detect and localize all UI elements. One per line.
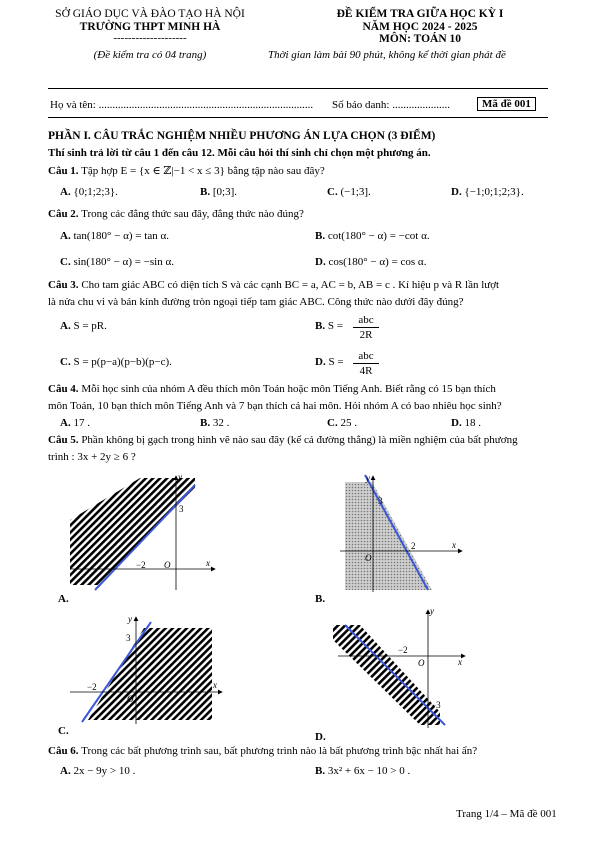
q2-text: Trong các đẳng thức sau đây, đẳng thức nào đúng? <box>81 208 304 220</box>
q3-d-lhs: S = <box>328 356 344 368</box>
q6-text: Trong các bất phương trình sau, bất phương trình nào là bất phương trình bậc nhất hai ẩn? <box>81 745 478 757</box>
figure-d-label: D. <box>315 731 326 743</box>
opt-c-label: C. <box>327 186 338 198</box>
q3-text2: là nửa chu vi và bán kính đường tròn ngoại tiếp tam giác ABC. Công thức nào dưới đây đúng? <box>48 296 464 308</box>
opt-a-label: A. <box>60 230 71 242</box>
subject: MÔN: TOÁN 10 <box>379 33 461 45</box>
id-field: Số báo danh: ..................... <box>332 99 450 111</box>
figure-b-tick-3: 3 <box>378 496 383 506</box>
q5-text1: Phần không bị gạch trong hình vẽ nào sau đây (kể cả đường thẳng) là miền nghiệm của bất phương <box>81 434 518 446</box>
figure-b-label: B. <box>315 593 326 605</box>
opt-b-label: B. <box>200 417 211 429</box>
part1-title: PHẦN I. CÂU TRẮC NGHIỆM NHIỀU PHƯƠNG ÁN LỰA CHỌN (3 ĐIỂM) <box>48 130 436 142</box>
q3-d-den: 4R <box>359 365 373 377</box>
q2-label: Câu 2. <box>48 208 79 220</box>
pages-note: (Đề kiểm tra có 04 trang) <box>93 49 207 61</box>
figure-d <box>333 606 465 728</box>
figure-d-x-label: x <box>458 657 462 667</box>
opt-a-label: A. <box>60 417 71 429</box>
q6-a: 2x − 9y > 10 . <box>73 765 136 777</box>
opt-b-label: B. <box>200 186 211 198</box>
q3-b-num: abc <box>353 314 379 328</box>
school-name: TRƯỜNG THPT MINH HÀ <box>79 21 221 33</box>
q4-text1: Mỗi học sinh của nhóm A đều thích môn Toán hoặc môn Tiếng Anh. Biết rằng có 15 bạn thích <box>81 383 496 395</box>
opt-c-label: C. <box>60 356 71 368</box>
q4-a: 17 . <box>73 417 90 429</box>
figure-c-tick-3: 3 <box>126 633 131 643</box>
figure-c-label: C. <box>58 725 69 737</box>
q3-a: S = pR. <box>73 320 107 332</box>
q4-d: 18 . <box>464 417 481 429</box>
q4-text2: môn Toán, 10 bạn thích môn Tiếng Anh và 7 bạn thích cả hai môn. Hỏi nhóm A có bao nhiêu học sinh? <box>48 400 502 412</box>
figure-a-y-label: y <box>178 472 182 482</box>
figure-d-origin: O <box>418 658 425 668</box>
figure-c <box>70 614 222 724</box>
dept-name: SỞ GIÁO DỤC VÀ ĐÀO TẠO HÀ NỘI <box>55 8 245 20</box>
q2-a: tan(180° − α) = tan α. <box>73 230 169 242</box>
figure-b-tick-2: 2 <box>411 541 416 551</box>
exam-code-box: Mã đề 001 <box>477 97 536 111</box>
q4-label: Câu 4. <box>48 383 79 395</box>
figure-d-y-label: y <box>430 606 434 616</box>
page-footer: Trang 1/4 – Mã đề 001 <box>456 808 557 820</box>
q1-c: (−1;3]. <box>340 186 371 198</box>
opt-d-label: D. <box>315 256 326 268</box>
time-note: Thời gian làm bài 90 phút, không kể thời gian phát đề <box>268 49 506 61</box>
opt-d-label: D. <box>451 417 462 429</box>
figure-b-y-label: y <box>366 473 370 483</box>
name-field: Họ và tên: .............................................................................. <box>50 99 314 111</box>
opt-c-label: C. <box>60 256 71 268</box>
figure-d-tick-neg3: −3 <box>431 700 441 710</box>
figure-d-tick-neg2: −2 <box>398 645 408 655</box>
opt-b-label: B. <box>315 765 326 777</box>
figure-c-origin: O <box>127 694 134 704</box>
q1-a: {0;1;2;3}. <box>73 186 118 198</box>
figure-a-x-label: x <box>206 558 210 568</box>
q6 <box>48 745 477 757</box>
q2-c: sin(180° − α) = −sin α. <box>73 256 174 268</box>
figure-b-x-label: x <box>452 540 456 550</box>
opt-b-label: B. <box>315 320 326 332</box>
q3-b-den: 2R <box>359 329 373 341</box>
opt-c-label: C. <box>327 417 338 429</box>
q6-b: 3x² + 6x − 10 > 0 . <box>327 765 411 777</box>
figure-b <box>340 473 462 592</box>
q4-b: 32 . <box>212 417 230 429</box>
q1-d: {−1;0;1;2;3}. <box>464 186 524 198</box>
q3-c: S = p(p−a)(p−b)(p−c). <box>73 356 172 368</box>
opt-d-label: D. <box>315 356 326 368</box>
figure-c-y-label: y <box>128 614 132 624</box>
q1-b: [0;3]. <box>212 186 237 198</box>
opt-a-label: A. <box>60 186 71 198</box>
q3-b-lhs: S = <box>327 320 343 332</box>
figure-b-origin: O <box>365 553 372 563</box>
q1-label: Câu 1. <box>48 165 79 177</box>
q5-label: Câu 5. <box>48 434 79 446</box>
figure-c-hatched-region <box>88 628 212 720</box>
q3-label: Câu 3. <box>48 279 79 291</box>
q6-opt-b <box>315 765 410 777</box>
q2-d: cos(180° − α) = cos α. <box>328 256 427 268</box>
figure-a-tick-neg2: −2 <box>136 560 146 570</box>
opt-a-label: A. <box>60 765 71 777</box>
opt-a-label: A. <box>60 320 71 332</box>
figure-a-tick-3: 3 <box>179 504 184 514</box>
opt-d-label: D. <box>451 186 462 198</box>
figure-d-hatched-region <box>333 625 440 725</box>
q3-d-num: abc <box>353 350 379 364</box>
figure-c-tick-neg2: −2 <box>87 682 97 692</box>
q4-c: 25 . <box>340 417 357 429</box>
dashes: -------------------- <box>113 32 187 44</box>
q3-text1: Cho tam giác ABC có diện tích S và các cạnh BC = a, AC = b, AB = c . Kí hiệu p và R lần lượt <box>81 279 500 291</box>
q6-opt-a <box>60 765 135 777</box>
q1-text: Tập hợp E = {x ∈ ℤ|−1 < x ≤ 3} bằng tập nào sau đây? <box>81 165 325 177</box>
figure-c-x-label: x <box>213 680 217 690</box>
q6-label: Câu 6. <box>48 745 79 757</box>
figure-d-line <box>345 625 445 725</box>
part1-instruction: Thí sinh trả lời từ câu 1 đến câu 12. Mỗi câu hỏi thí sinh chỉ chọn một phương án. <box>48 147 431 159</box>
opt-b-label: B. <box>315 230 326 242</box>
q2-b: cot(180° − α) = −cot α. <box>327 230 430 242</box>
q5-text2: trình : 3x + 2y ≥ 6 ? <box>48 451 136 463</box>
exam-title: ĐỀ KIỂM TRA GIỮA HỌC KỲ I <box>336 8 504 20</box>
figure-a <box>70 472 215 590</box>
figure-a-origin: O <box>164 560 171 570</box>
figure-a-label: A. <box>58 593 69 605</box>
school-year: NĂM HỌC 2024 - 2025 <box>362 21 478 33</box>
